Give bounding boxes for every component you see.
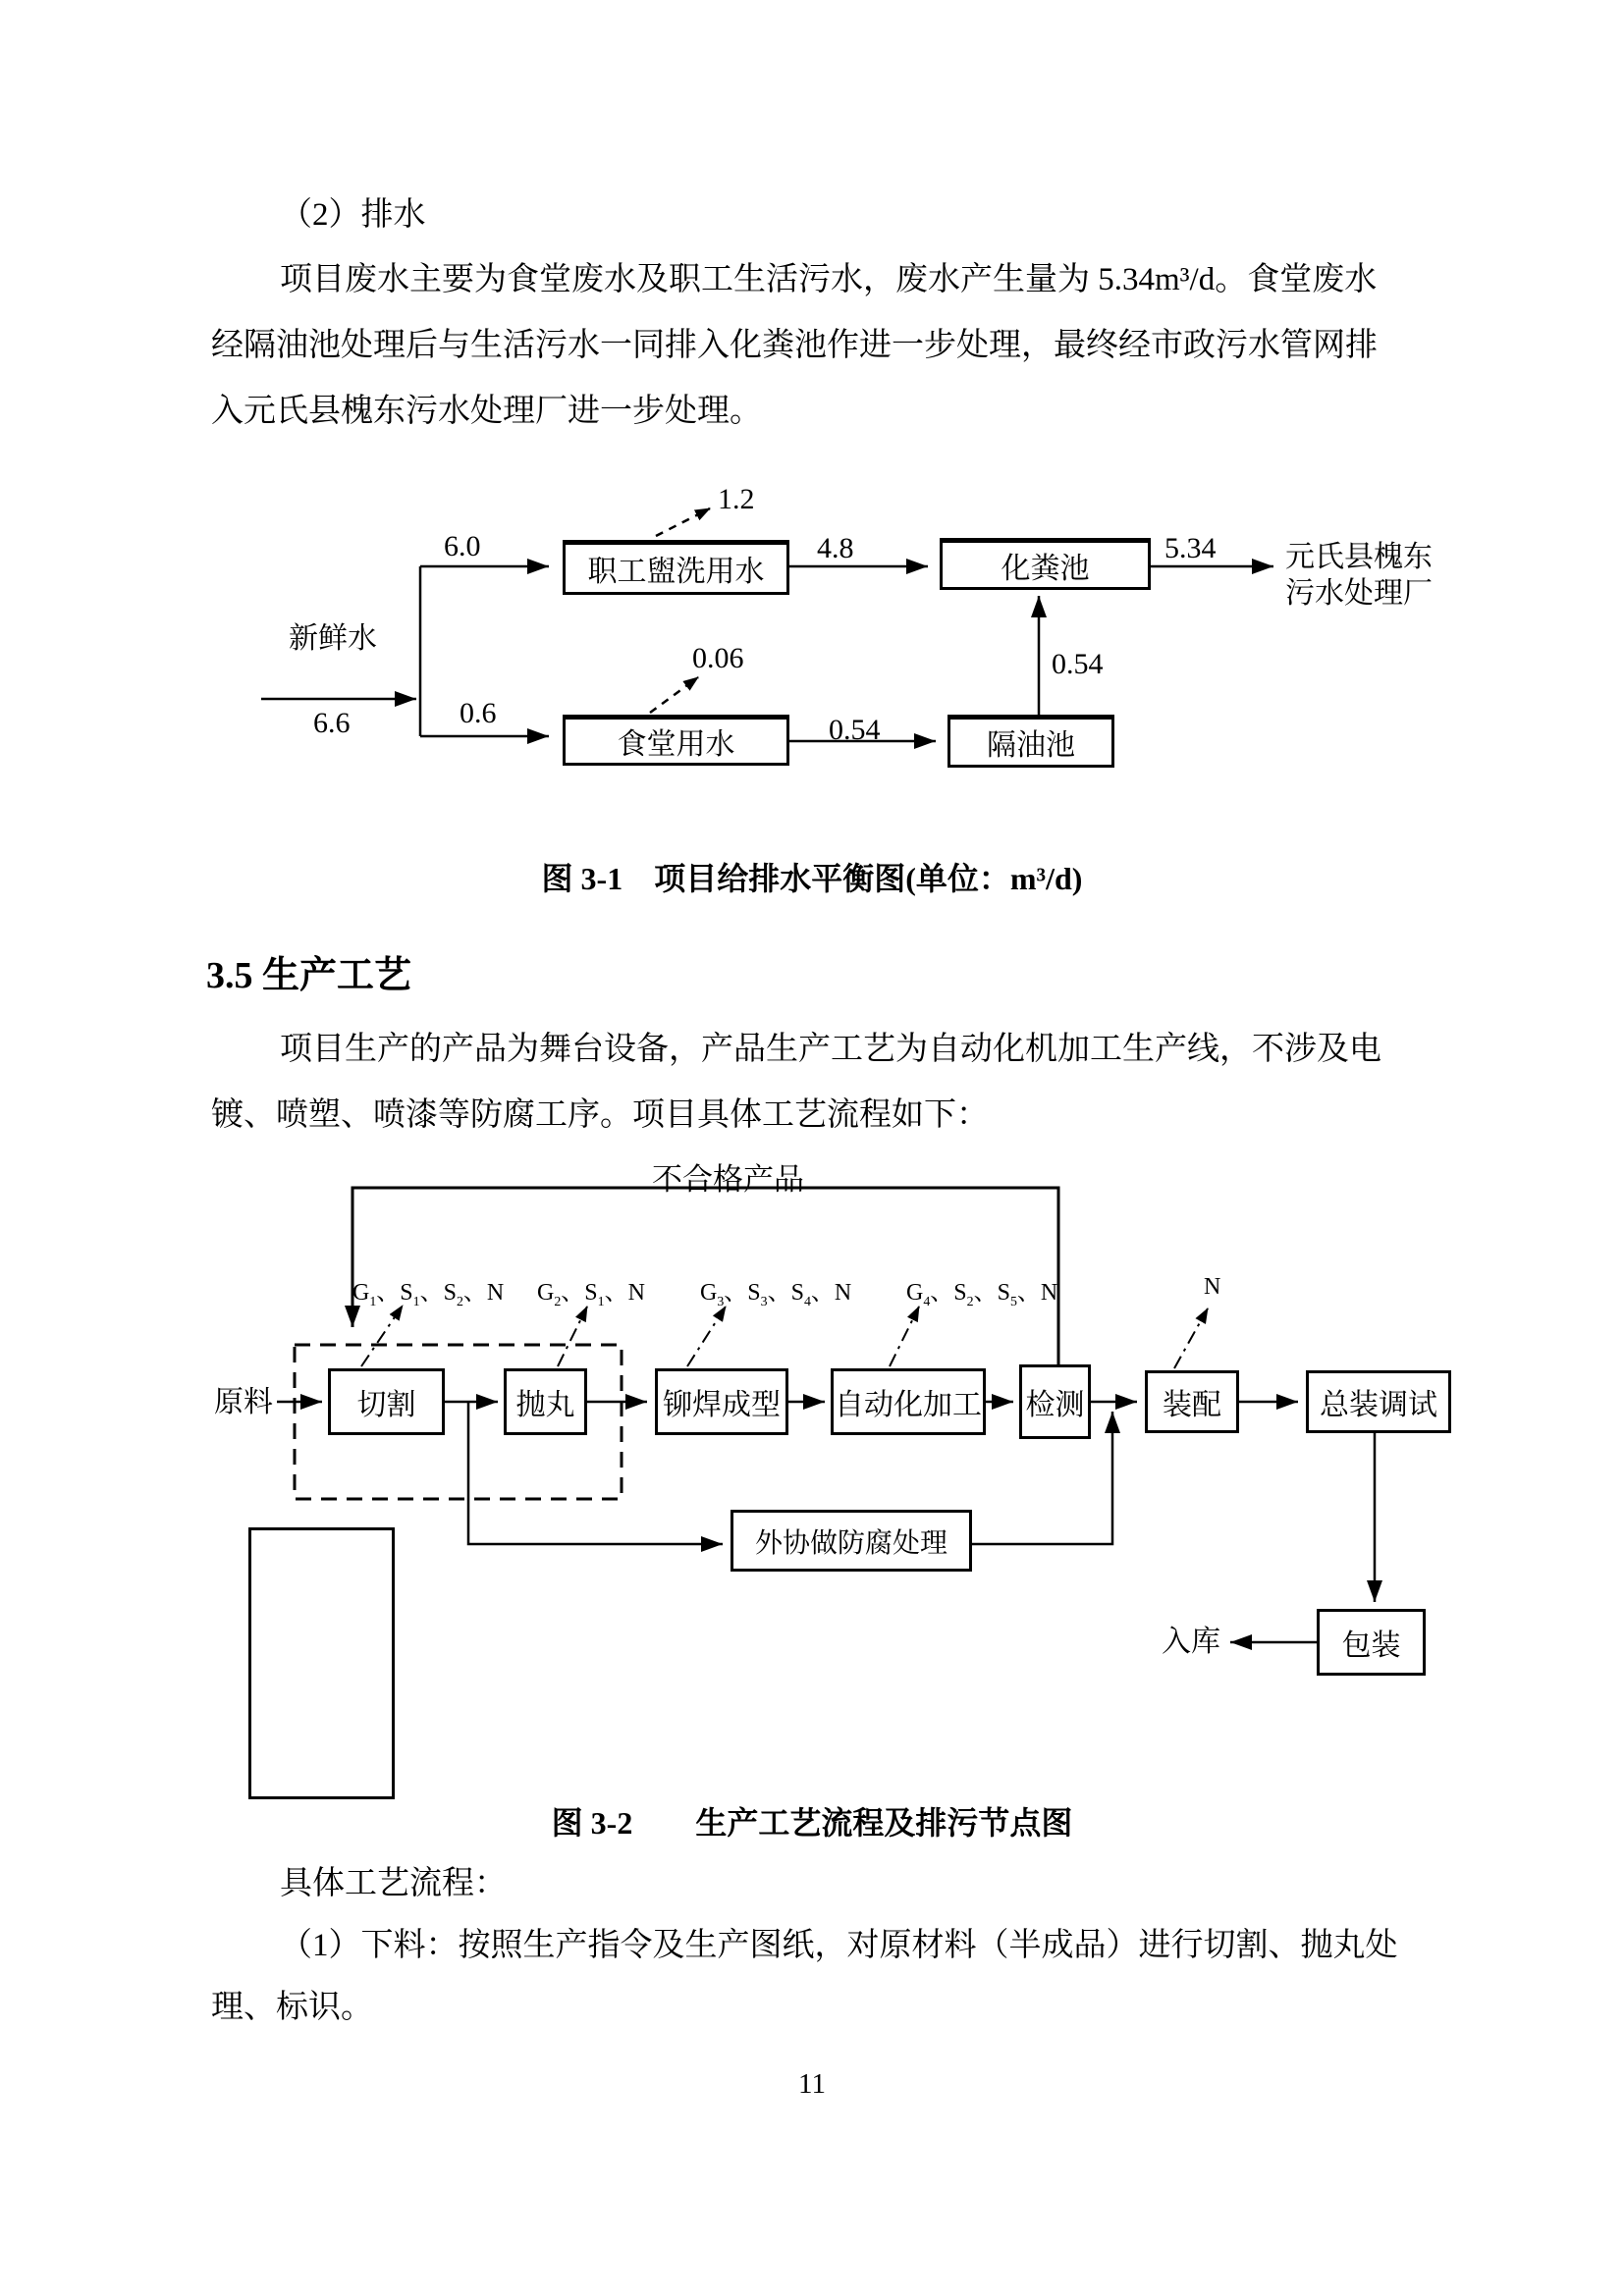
figure-3-1-caption: 图 3-1 项目给排水平衡图(单位：m³/d) <box>541 861 1083 896</box>
process-box-assembly: 装配 <box>1145 1370 1239 1433</box>
process-box-final-assembly-debug: 总装调试 <box>1306 1370 1451 1433</box>
emission-label-auto: $G_4$、$S_2$、$S_5$、N <box>906 1280 1058 1309</box>
paragraph-line: （1）下料：按照生产指令及生产图纸，对原材料（半成品）进行切割、抛丸处 <box>280 1928 1398 1963</box>
label-destination-line1: 元氏县槐东 <box>1285 541 1433 573</box>
flow-value-septic-out: 5.34 <box>1164 532 1217 564</box>
arrow-emission-auto <box>890 1307 919 1366</box>
arrow-emission-assemble <box>1174 1308 1208 1368</box>
paragraph-line: 经隔油池处理后与生活污水一同排入化粪池作进一步处理，最终经市政污水管网排 <box>211 328 1378 363</box>
legend-box <box>248 1527 395 1799</box>
label-fresh-water: 新鲜水 <box>289 622 377 655</box>
page-number: 11 <box>798 2068 826 2100</box>
paragraph-line: 具体工艺流程： <box>280 1866 507 1901</box>
arrow-emission-shot <box>558 1307 587 1366</box>
flow-value-total-in: 6.6 <box>313 707 351 739</box>
paragraph-line: 入元氏县槐东污水处理厂进一步处理。 <box>211 394 762 429</box>
paragraph-line: 项目废水主要为食堂废水及职工生活污水，废水产生量为 5.34m³/d。食堂废水 <box>280 262 1378 297</box>
node-canteen-water: 食堂用水 <box>563 715 789 766</box>
process-box-cut: 切割 <box>328 1368 445 1435</box>
arrow-canteen-loss <box>650 677 698 713</box>
node-septic-tank: 化粪池 <box>940 538 1151 590</box>
process-box-inspection: 检测 <box>1019 1364 1091 1439</box>
arrow-emission-weld <box>687 1307 726 1366</box>
process-box-packing: 包装 <box>1317 1609 1426 1676</box>
flow-value-wash-to-septic: 4.8 <box>817 532 854 564</box>
heading-section-3-5: 3.5 生产工艺 <box>206 955 412 996</box>
flow-value-canteen-loss: 0.06 <box>692 642 744 674</box>
label-destination-line2: 污水处理厂 <box>1285 577 1433 610</box>
figure-3-2-caption: 图 3-2 生产工艺流程及排污节点图 <box>551 1805 1073 1841</box>
emission-label-shot: $G_2$、$S_1$、N <box>537 1280 645 1309</box>
emission-label-assemble: N <box>1204 1274 1221 1300</box>
label-raw-material: 原料 <box>214 1386 273 1418</box>
node-grease-trap: 隔油池 <box>947 715 1114 768</box>
arrow-wash-loss <box>656 508 710 536</box>
emission-label-cut: $G_1$、$S_1$、$S_2$、N <box>352 1280 505 1309</box>
flow-value-canteen-to-grease: 0.54 <box>829 714 881 746</box>
process-box-outsourced-anticorrosion: 外协做防腐处理 <box>731 1510 972 1572</box>
label-warehouse-in: 入库 <box>1162 1626 1220 1658</box>
flow-value-wash-loss: 1.2 <box>718 483 755 515</box>
label-reject-product: 不合格产品 <box>652 1162 804 1197</box>
flow-value-canteen-in: 0.6 <box>460 697 497 729</box>
paragraph-line: 项目生产的产品为舞台设备，产品生产工艺为自动化机加工生产线，不涉及电 <box>280 1032 1381 1067</box>
arrow-emission-cut <box>361 1306 403 1366</box>
heading-drainage: （2）排水 <box>280 197 426 233</box>
paragraph-line: 镀、喷塑、喷漆等防腐工序。项目具体工艺流程如下： <box>211 1097 989 1133</box>
node-staff-washing-water: 职工盥洗用水 <box>563 540 789 595</box>
paragraph-line: 理、标识。 <box>211 1990 373 2025</box>
process-box-automated-machining: 自动化加工 <box>831 1368 986 1435</box>
process-box-weld-forming: 铆焊成型 <box>655 1368 788 1435</box>
flow-value-wash-in: 6.0 <box>444 530 481 562</box>
emission-label-weld: $G_3$、$S_3$、$S_4$、N <box>700 1280 852 1309</box>
process-box-shot-blasting: 抛丸 <box>504 1368 587 1435</box>
flow-value-grease-to-septic: 0.54 <box>1052 648 1104 680</box>
